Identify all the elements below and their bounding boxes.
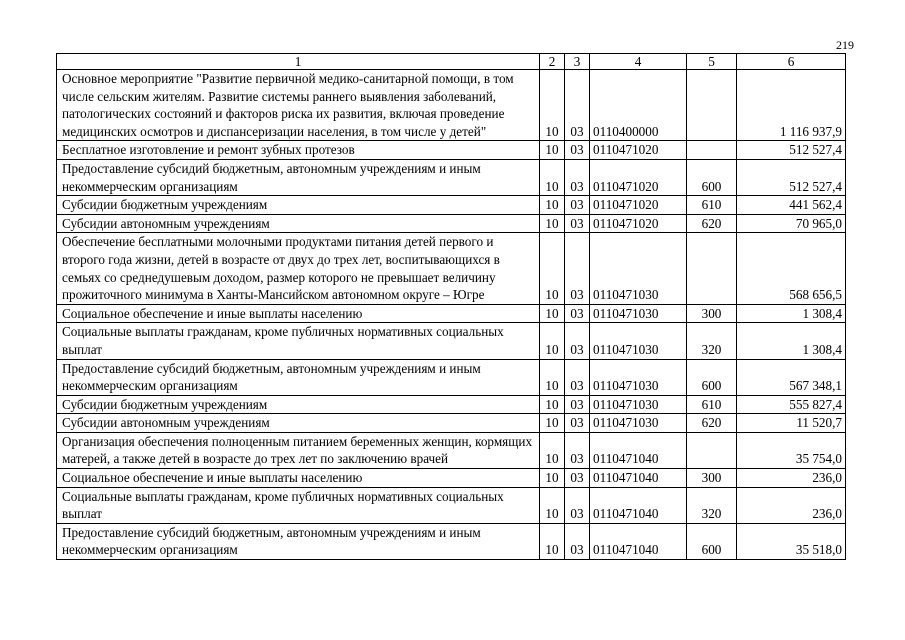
cell-amount: 35 754,0 bbox=[737, 432, 846, 468]
cell-target-article: 0110471020 bbox=[590, 196, 687, 215]
table-row bbox=[57, 233, 846, 304]
cell-section: 10 bbox=[540, 469, 565, 488]
table-body bbox=[57, 70, 846, 560]
cell-target-article: 0110471030 bbox=[590, 233, 687, 304]
cell-section: 10 bbox=[540, 214, 565, 233]
cell-target-article: 0110471020 bbox=[590, 159, 687, 195]
cell-section: 10 bbox=[540, 359, 565, 395]
cell-expense-type: 320 bbox=[687, 487, 737, 523]
cell-subsection: 03 bbox=[565, 304, 590, 323]
cell-section: 10 bbox=[540, 70, 565, 141]
cell-name: Социальные выплаты гражданам, кроме публичных нормативных социальных выплат bbox=[57, 487, 540, 523]
cell-section: 10 bbox=[540, 304, 565, 323]
cell-expense-type bbox=[687, 70, 737, 141]
table-row bbox=[57, 214, 846, 233]
cell-target-article: 0110471040 bbox=[590, 487, 687, 523]
cell-name: Предоставление субсидий бюджетным, автономным учреждениям и иным некоммерческим организациям bbox=[57, 359, 540, 395]
header-col-subsection: 3 bbox=[565, 54, 590, 70]
cell-amount: 11 520,7 bbox=[737, 414, 846, 433]
cell-subsection: 03 bbox=[565, 70, 590, 141]
cell-section: 10 bbox=[540, 487, 565, 523]
cell-amount: 1 308,4 bbox=[737, 323, 846, 359]
cell-amount: 441 562,4 bbox=[737, 196, 846, 215]
cell-amount: 35 518,0 bbox=[737, 523, 846, 559]
cell-amount: 236,0 bbox=[737, 469, 846, 488]
header-col-sum: 6 bbox=[737, 54, 846, 70]
cell-section: 10 bbox=[540, 414, 565, 433]
cell-name: Бесплатное изготовление и ремонт зубных протезов bbox=[57, 141, 540, 160]
cell-name: Субсидии бюджетным учреждениям bbox=[57, 196, 540, 215]
cell-name: Основное мероприятие "Развитие первичной медико-санитарной помощи, в том числе сельским жителям. Развитие системы раннего выявления заболеваний, патологических состояний и факторов риска их развития, включая проведение медицинских осмотров и диспансеризации населения, в том числе у детей" bbox=[57, 70, 540, 141]
table-row bbox=[57, 323, 846, 359]
table-row bbox=[57, 70, 846, 141]
cell-expense-type: 600 bbox=[687, 359, 737, 395]
cell-name: Субсидии автономным учреждениям bbox=[57, 214, 540, 233]
cell-expense-type: 300 bbox=[687, 469, 737, 488]
budget-table bbox=[56, 53, 846, 560]
cell-section: 10 bbox=[540, 523, 565, 559]
cell-subsection: 03 bbox=[565, 214, 590, 233]
cell-subsection: 03 bbox=[565, 395, 590, 414]
cell-subsection: 03 bbox=[565, 523, 590, 559]
header-col-section: 2 bbox=[540, 54, 565, 70]
cell-expense-type: 620 bbox=[687, 214, 737, 233]
cell-subsection: 03 bbox=[565, 414, 590, 433]
cell-name: Социальное обеспечение и иные выплаты населению bbox=[57, 469, 540, 488]
cell-target-article: 0110471030 bbox=[590, 323, 687, 359]
cell-expense-type bbox=[687, 432, 737, 468]
cell-target-article: 0110471030 bbox=[590, 395, 687, 414]
table-row bbox=[57, 432, 846, 468]
table-row bbox=[57, 469, 846, 488]
cell-target-article: 0110471040 bbox=[590, 432, 687, 468]
cell-amount: 1 308,4 bbox=[737, 304, 846, 323]
cell-target-article: 0110471030 bbox=[590, 304, 687, 323]
cell-target-article: 0110471020 bbox=[590, 141, 687, 160]
cell-subsection: 03 bbox=[565, 233, 590, 304]
cell-section: 10 bbox=[540, 159, 565, 195]
cell-amount: 1 116 937,9 bbox=[737, 70, 846, 141]
table-row bbox=[57, 159, 846, 195]
cell-subsection: 03 bbox=[565, 469, 590, 488]
cell-amount: 512 527,4 bbox=[737, 141, 846, 160]
header-col-name: 1 bbox=[57, 54, 540, 70]
cell-subsection: 03 bbox=[565, 432, 590, 468]
cell-name: Субсидии бюджетным учреждениям bbox=[57, 395, 540, 414]
cell-expense-type: 600 bbox=[687, 159, 737, 195]
cell-expense-type: 610 bbox=[687, 395, 737, 414]
cell-section: 10 bbox=[540, 141, 565, 160]
table-row bbox=[57, 196, 846, 215]
cell-section: 10 bbox=[540, 233, 565, 304]
cell-name: Обеспечение бесплатными молочными продуктами питания детей первого и второго года жизни, детей в возрасте от двух до трех лет, воспитывающихся в семьях со среднедушевым доходом, размер которого не превышает величину прожиточного минимума в Ханты-Мансийском автономном округе – Югре bbox=[57, 233, 540, 304]
cell-amount: 568 656,5 bbox=[737, 233, 846, 304]
header-row bbox=[57, 54, 846, 70]
cell-target-article: 0110400000 bbox=[590, 70, 687, 141]
cell-name: Социальные выплаты гражданам, кроме публичных нормативных социальных выплат bbox=[57, 323, 540, 359]
table-row bbox=[57, 395, 846, 414]
cell-subsection: 03 bbox=[565, 141, 590, 160]
table-row bbox=[57, 523, 846, 559]
cell-amount: 567 348,1 bbox=[737, 359, 846, 395]
cell-amount: 236,0 bbox=[737, 487, 846, 523]
cell-expense-type bbox=[687, 141, 737, 160]
cell-expense-type: 610 bbox=[687, 196, 737, 215]
table-row bbox=[57, 141, 846, 160]
cell-amount: 70 965,0 bbox=[737, 214, 846, 233]
cell-expense-type bbox=[687, 233, 737, 304]
cell-expense-type: 620 bbox=[687, 414, 737, 433]
cell-expense-type: 300 bbox=[687, 304, 737, 323]
cell-name: Социальное обеспечение и иные выплаты населению bbox=[57, 304, 540, 323]
cell-name: Организация обеспечения полноценным питанием беременных женщин, кормящих матерей, а также детей в возрасте до трех лет по заключению врачей bbox=[57, 432, 540, 468]
cell-amount: 512 527,4 bbox=[737, 159, 846, 195]
cell-subsection: 03 bbox=[565, 196, 590, 215]
table-row bbox=[57, 487, 846, 523]
cell-target-article: 0110471040 bbox=[590, 523, 687, 559]
cell-target-article: 0110471020 bbox=[590, 214, 687, 233]
cell-name: Предоставление субсидий бюджетным, автономным учреждениям и иным некоммерческим организациям bbox=[57, 159, 540, 195]
header-col-csr: 4 bbox=[590, 54, 687, 70]
page-number: 219 bbox=[836, 38, 854, 52]
cell-target-article: 0110471030 bbox=[590, 414, 687, 433]
cell-expense-type: 320 bbox=[687, 323, 737, 359]
table-row bbox=[57, 304, 846, 323]
cell-amount: 555 827,4 bbox=[737, 395, 846, 414]
cell-subsection: 03 bbox=[565, 323, 590, 359]
cell-section: 10 bbox=[540, 432, 565, 468]
cell-subsection: 03 bbox=[565, 159, 590, 195]
table-row bbox=[57, 359, 846, 395]
cell-expense-type: 600 bbox=[687, 523, 737, 559]
header-col-vr: 5 bbox=[687, 54, 737, 70]
cell-target-article: 0110471030 bbox=[590, 359, 687, 395]
cell-section: 10 bbox=[540, 395, 565, 414]
cell-section: 10 bbox=[540, 323, 565, 359]
cell-name: Предоставление субсидий бюджетным, автономным учреждениям и иным некоммерческим организациям bbox=[57, 523, 540, 559]
cell-name: Субсидии автономным учреждениям bbox=[57, 414, 540, 433]
cell-subsection: 03 bbox=[565, 359, 590, 395]
cell-section: 10 bbox=[540, 196, 565, 215]
cell-target-article: 0110471040 bbox=[590, 469, 687, 488]
table-row bbox=[57, 414, 846, 433]
cell-subsection: 03 bbox=[565, 487, 590, 523]
